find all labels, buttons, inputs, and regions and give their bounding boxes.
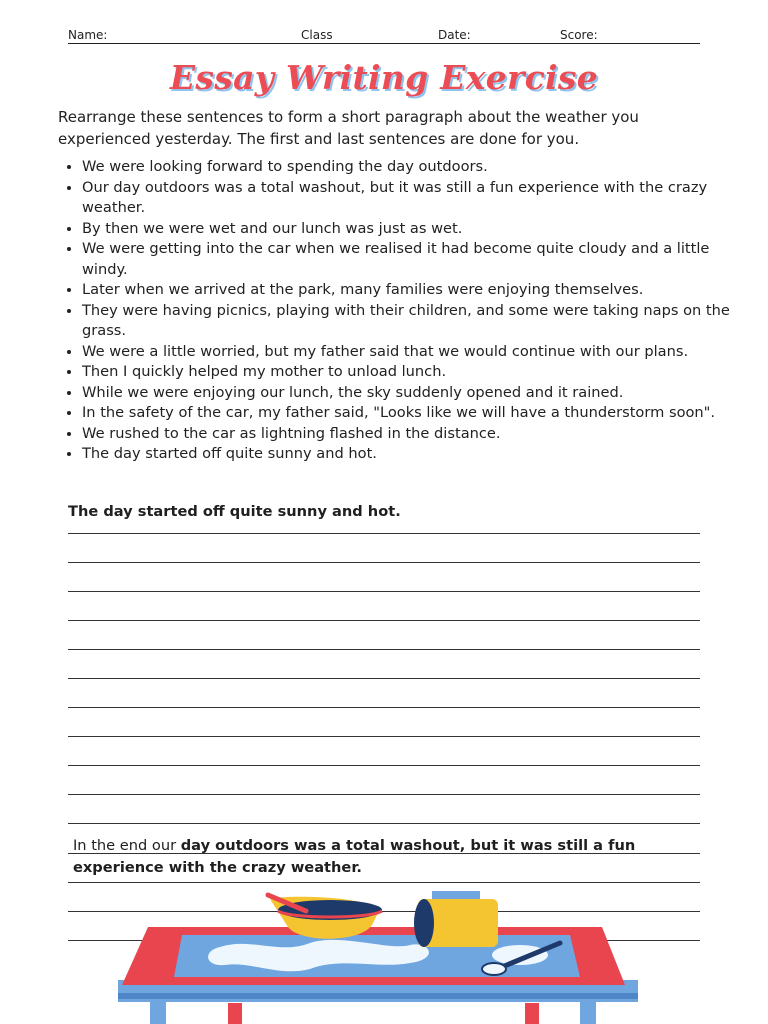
worksheet-title: Essay Writing Exercise: [169, 58, 599, 97]
writing-line[interactable]: [68, 620, 700, 621]
writing-line[interactable]: [68, 649, 700, 650]
cup-handle: [432, 891, 480, 899]
writing-line[interactable]: [68, 562, 700, 563]
list-item: • We were a little worried, but my father said that we would continue with our plans.: [82, 342, 732, 363]
table-leg: [525, 1003, 539, 1024]
first-sentence: The day started off quite sunny and hot.: [68, 503, 401, 520]
last-sentence-bold: day outdoors was a total washout, but it was still a fun experience with the crazy weather.: [73, 837, 636, 876]
writing-line[interactable]: [68, 678, 700, 679]
instructions: Rearrange these sentences to form a short paragraph about the weather you experienced yesterday. The first and last sentences are done for you.: [58, 108, 639, 148]
writing-line[interactable]: [68, 736, 700, 737]
list-item: • Later when we arrived at the park, many families were enjoying themselves.: [82, 280, 732, 301]
sentence-list: [58, 157, 732, 465]
writing-line[interactable]: [68, 794, 700, 795]
spoon-head: [482, 963, 506, 975]
score-label: Score:: [560, 28, 598, 42]
date-label: Date:: [438, 28, 471, 42]
list-item: • While we were enjoying our lunch, the sky suddenly opened and it rained.: [82, 383, 732, 404]
list-item: • They were having picnics, playing with their children, and some were taking naps on the grass.: [82, 301, 732, 342]
list-item: • The day started off quite sunny and hot.: [82, 444, 732, 465]
writing-line[interactable]: [68, 707, 700, 708]
table-frame-shadow: [118, 993, 638, 999]
list-item: • We rushed to the car as lightning flashed in the distance.: [82, 424, 732, 445]
writing-line[interactable]: [68, 533, 700, 534]
cup-opening: [414, 899, 434, 947]
writing-line[interactable]: [68, 591, 700, 592]
list-item: • Then I quickly helped my mother to unload lunch.: [82, 362, 732, 383]
list-item: • Our day outdoors was a total washout, but it was still a fun experience with the crazy weather.: [82, 178, 732, 219]
writing-line[interactable]: [68, 853, 700, 854]
student-info-header: [68, 28, 700, 44]
class-label: Class: [301, 28, 333, 42]
list-item: • We were getting into the car when we realised it had become quite cloudy and a little windy.: [82, 239, 732, 280]
name-label: Name:: [68, 28, 108, 42]
last-sentence: [73, 835, 693, 879]
writing-line[interactable]: [68, 823, 700, 824]
writing-line[interactable]: [68, 882, 700, 883]
list-item: • In the safety of the car, my father said, "Looks like we will have a thunderstorm soon".: [82, 403, 732, 424]
picnic-table-illustration: [110, 885, 650, 1024]
writing-line[interactable]: [68, 765, 700, 766]
list-item: • We were looking forward to spending the day outdoors.: [82, 157, 732, 178]
last-sentence-prefix: In the end our: [73, 837, 181, 854]
list-item: • By then we were wet and our lunch was just as wet.: [82, 219, 732, 240]
table-leg: [228, 1003, 242, 1024]
